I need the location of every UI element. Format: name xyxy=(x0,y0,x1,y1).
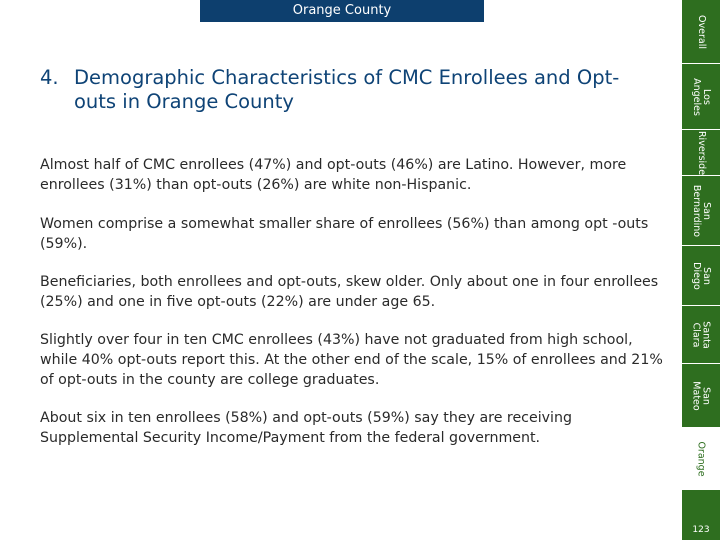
sidebar-tab-los-angeles[interactable] xyxy=(682,64,720,130)
sidebar-tab-label: Overall xyxy=(695,14,707,49)
title-text: Demographic Characteristics of CMC Enrollees and Opt-outs in Orange County xyxy=(74,66,620,113)
paragraph-age: Beneficiaries, both enrollees and opt-outs, skew older. Only about one in four enrollees (25%) and one in five opt-outs (22%) are under age 65. xyxy=(40,274,659,310)
sidebar-tab-santa-clara[interactable] xyxy=(682,306,720,364)
paragraph-gender: Women comprise a somewhat smaller share of enrollees (56%) than among opt -outs (59%). xyxy=(40,216,649,252)
paragraph-education: Slightly over four in ten CMC enrollees (43%) have not graduated from high school, while 40% opt-outs report this. At the other end of the scale, 15% of enrollees and 21% of opt-outs in the county are college graduates. xyxy=(40,332,663,388)
title-number: 4. xyxy=(40,66,59,89)
sidebar-tab-label: Santa Clara xyxy=(690,320,712,349)
sidebar-tab-san-mateo[interactable] xyxy=(682,364,720,428)
sidebar-tab-orange[interactable] xyxy=(682,428,720,490)
sidebar-tab-label: San Bernardino xyxy=(691,184,712,237)
paragraph-ethnicity: Almost half of CMC enrollees (47%) and opt-outs (46%) are Latino. However, more enrollees (31%) than opt-outs (26%) are white non-Hispanic. xyxy=(40,157,627,193)
sidebar-tab-san-diego[interactable] xyxy=(682,246,720,306)
sidebar-tab-riverside[interactable] xyxy=(682,130,720,176)
sidebar-tab-label: Los Angeles xyxy=(691,77,712,116)
sidebar-tab-san-bernardino[interactable] xyxy=(682,176,720,246)
page-number: 123 xyxy=(692,525,710,535)
sidebar-tab-label: San Diego xyxy=(691,261,712,290)
slide-title xyxy=(40,66,640,114)
section-header-tab: Orange County xyxy=(200,0,484,22)
sidebar-tab-label: San Mateo xyxy=(691,380,712,411)
sidebar-tab-label: Riverside xyxy=(696,130,708,175)
sidebar-tab-label: Orange xyxy=(695,440,707,477)
sidebar-tab-overall[interactable] xyxy=(682,0,720,64)
paragraph-ssi: About six in ten enrollees (58%) and opt-outs (59%) say they are receiving Supplemental Security Income/Payment from the federal government. xyxy=(40,410,572,446)
